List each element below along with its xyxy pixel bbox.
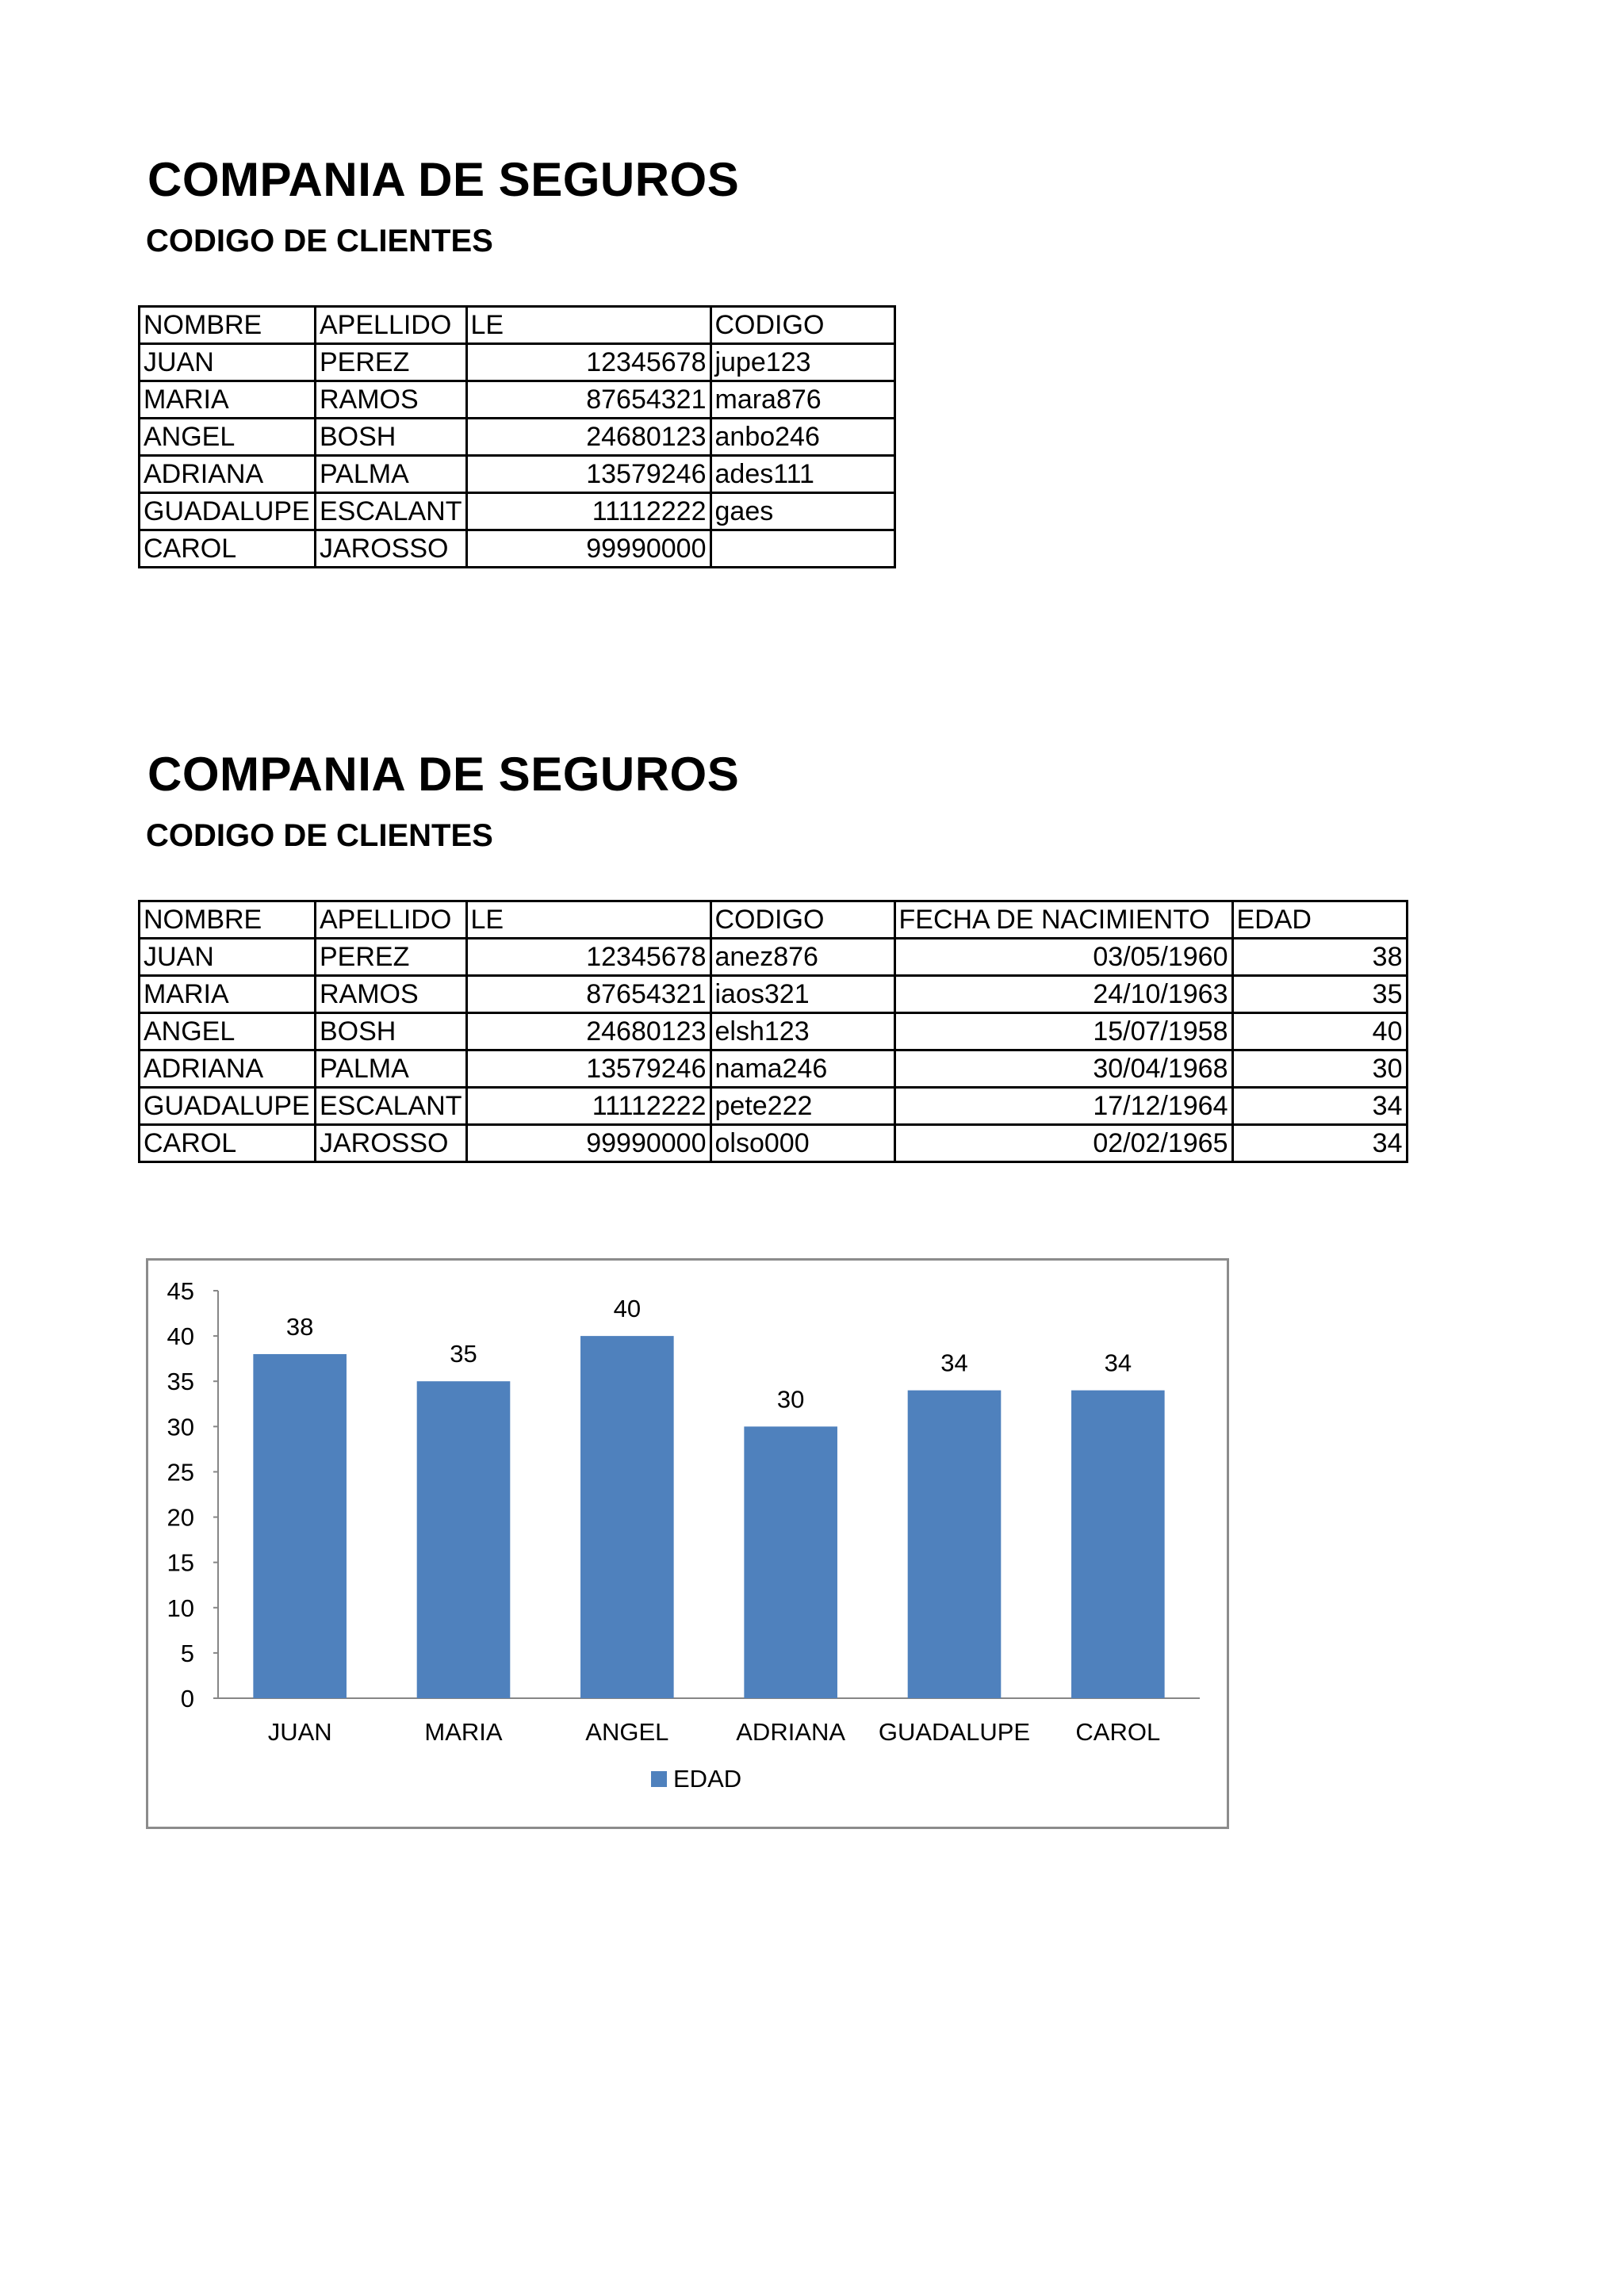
table-cell: nama246 (710, 1050, 894, 1088)
table-cell: MARIA (140, 976, 316, 1013)
table-cell: 99990000 (466, 1125, 710, 1162)
data-label: 35 (450, 1340, 477, 1368)
table-cell: 99990000 (466, 530, 710, 568)
y-tick-label: 10 (167, 1594, 194, 1622)
data-label: 38 (285, 1312, 314, 1341)
table-cell: 35 (1232, 976, 1407, 1013)
table-cell: ANGEL (140, 419, 316, 456)
column-header: FECHA DE NACIMIENTO (894, 901, 1232, 939)
column-header: APELLIDO (316, 901, 467, 939)
y-tick-label: 25 (167, 1458, 194, 1487)
table-cell: 24/10/1963 (894, 976, 1232, 1013)
x-tick-label: ANGEL (585, 1718, 669, 1746)
table-cell: 02/02/1965 (894, 1125, 1232, 1162)
table-cell: 11112222 (466, 1088, 710, 1125)
table-cell: 15/07/1958 (894, 1013, 1232, 1050)
legend-label: EDAD (673, 1765, 742, 1793)
table-cell (710, 530, 894, 568)
table-row (140, 456, 895, 493)
table-cell: 40 (1232, 1013, 1407, 1050)
table-cell: 17/12/1964 (894, 1088, 1232, 1125)
table-cell: 34 (1232, 1125, 1407, 1162)
table-cell: ades111 (710, 456, 894, 493)
bar (908, 1391, 1002, 1698)
y-tick-label: 40 (167, 1322, 194, 1351)
column-header: NOMBRE (140, 307, 316, 344)
table-row (140, 344, 895, 381)
y-tick-label: 20 (167, 1503, 194, 1532)
table-cell: elsh123 (710, 1013, 894, 1050)
bar (253, 1354, 347, 1698)
column-header: LE (466, 901, 710, 939)
y-tick-label: 45 (167, 1277, 194, 1305)
table-cell: olso000 (710, 1125, 894, 1162)
table-cell: 24680123 (466, 419, 710, 456)
y-tick-label: 35 (167, 1368, 194, 1396)
column-header: CODIGO (710, 901, 894, 939)
table-cell: JUAN (140, 939, 316, 976)
table-row (140, 381, 895, 419)
table-cell: ANGEL (140, 1013, 316, 1050)
clients-table-2 (138, 900, 1408, 1163)
table-cell: ADRIANA (140, 456, 316, 493)
table-cell: pete222 (710, 1088, 894, 1125)
table-cell: 38 (1232, 939, 1407, 976)
table-row (140, 419, 895, 456)
table-cell: PALMA (316, 456, 467, 493)
table-cell: JAROSSO (316, 1125, 467, 1162)
table-cell: 13579246 (466, 456, 710, 493)
table-row (140, 530, 895, 568)
table-cell: MARIA (140, 381, 316, 419)
data-label: 40 (613, 1295, 642, 1323)
table-cell: 30 (1232, 1050, 1407, 1088)
data-label: 34 (940, 1349, 968, 1377)
table-cell: 24680123 (466, 1013, 710, 1050)
table-row (140, 1013, 1408, 1050)
table-cell: 34 (1232, 1088, 1407, 1125)
chart-canvas (148, 1261, 1227, 1827)
table-cell: mara876 (710, 381, 894, 419)
column-header: APELLIDO (316, 307, 467, 344)
y-tick-label: 30 (167, 1413, 194, 1441)
table-cell: JUAN (140, 344, 316, 381)
table-cell: 30/04/1968 (894, 1050, 1232, 1088)
table-cell: CAROL (140, 1125, 316, 1162)
table-cell: 12345678 (466, 939, 710, 976)
table-row (140, 976, 1408, 1013)
table-cell: jupe123 (710, 344, 894, 381)
x-tick-label: MARIA (424, 1718, 503, 1746)
y-tick-label: 0 (180, 1685, 194, 1712)
table-cell: ESCALANT (316, 493, 467, 530)
legend-swatch (651, 1771, 667, 1787)
page-title-2: COMPANIA DE SEGUROS (147, 748, 740, 801)
table-cell: anez876 (710, 939, 894, 976)
age-bar-chart (146, 1258, 1229, 1829)
table-cell: CAROL (140, 530, 316, 568)
bar (1071, 1391, 1165, 1698)
table-cell: RAMOS (316, 976, 467, 1013)
table-cell: JAROSSO (316, 530, 467, 568)
table-cell: gaes (710, 493, 894, 530)
x-tick-label: JUAN (267, 1718, 332, 1746)
table-row (140, 1050, 1408, 1088)
bar (744, 1426, 837, 1698)
bar (417, 1381, 511, 1698)
table-cell: GUADALUPE (140, 1088, 316, 1125)
table-cell: PEREZ (316, 344, 467, 381)
column-header: LE (466, 307, 710, 344)
table-header-row (140, 307, 895, 344)
table-cell: 13579246 (466, 1050, 710, 1088)
column-header: CODIGO (710, 307, 894, 344)
page-subtitle-2: CODIGO DE CLIENTES (146, 818, 493, 853)
column-header: NOMBRE (140, 901, 316, 939)
table-cell: RAMOS (316, 381, 467, 419)
data-label: 30 (776, 1385, 805, 1414)
table-header-row (140, 901, 1408, 939)
table-row (140, 939, 1408, 976)
table-cell: ESCALANT (316, 1088, 467, 1125)
table-cell: 12345678 (466, 344, 710, 381)
y-tick-label: 5 (180, 1639, 194, 1667)
y-tick-label: 15 (167, 1548, 194, 1577)
table-cell: 87654321 (466, 976, 710, 1013)
x-tick-label: ADRIANA (736, 1718, 846, 1746)
table-cell: BOSH (316, 419, 467, 456)
column-header: EDAD (1232, 901, 1407, 939)
table-cell: anbo246 (710, 419, 894, 456)
table-cell: ADRIANA (140, 1050, 316, 1088)
table-cell: 87654321 (466, 381, 710, 419)
table-row (140, 1088, 1408, 1125)
table-cell: iaos321 (710, 976, 894, 1013)
table-row (140, 1125, 1408, 1162)
bar (580, 1336, 674, 1698)
table-row (140, 493, 895, 530)
table-cell: 11112222 (466, 493, 710, 530)
data-label: 34 (1104, 1349, 1132, 1377)
table-cell: PALMA (316, 1050, 467, 1088)
page-title-1: COMPANIA DE SEGUROS (147, 153, 740, 206)
table-cell: BOSH (316, 1013, 467, 1050)
table-cell: GUADALUPE (140, 493, 316, 530)
x-tick-label: GUADALUPE (878, 1718, 1031, 1746)
x-tick-label: CAROL (1075, 1718, 1161, 1746)
clients-table-1 (138, 305, 896, 568)
page-subtitle-1: CODIGO DE CLIENTES (146, 224, 493, 258)
table-cell: PEREZ (316, 939, 467, 976)
table-cell: 03/05/1960 (894, 939, 1232, 976)
